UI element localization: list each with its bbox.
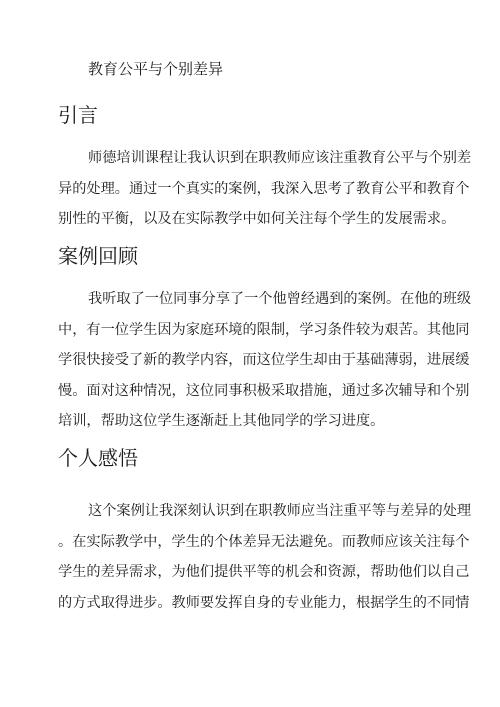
paragraph-line: 培训，帮助这位学生逐渐赶上其他同学的学习进度。 bbox=[58, 413, 385, 429]
section-heading-reflection: 个人感悟 bbox=[58, 446, 138, 470]
section-heading-case-review: 案例回顾 bbox=[58, 244, 138, 268]
paragraph-line: 异的处理。通过一个真实的案例，我深入思考了教育公平和教育个 bbox=[58, 180, 470, 197]
section-paragraph-case-review bbox=[58, 284, 472, 437]
section-paragraph-intro bbox=[58, 143, 472, 235]
section-heading-intro: 引言 bbox=[58, 103, 98, 127]
paragraph-line: 学生的差异需求，为他们提供平等的机会和资源，帮助他们以自己 bbox=[58, 564, 470, 580]
paragraph-line: 慢。面对这种情况，这位同事积极采取措施，通过多次辅导和个别 bbox=[58, 382, 470, 399]
paragraph-line: 学很快接受了新的教学内容，而这位学生却由于基础薄弱，进展缓 bbox=[58, 352, 470, 368]
paragraph-line: 的方式取得进步。教师要发挥自身的专业能力，根据学生的不同情 bbox=[58, 594, 470, 611]
paragraph-line: 中，有一位学生因为家庭环境的限制，学习条件较为艰苦。其他同 bbox=[58, 321, 470, 338]
paragraph-line: 这个案例让我深刻认识到在职教师应当注重平等与差异的处理 bbox=[88, 503, 472, 519]
section-paragraph-reflection bbox=[58, 496, 472, 618]
paragraph-line: 我听取了一位同事分享了一个他曾经遇到的案例。在他的班级 bbox=[88, 291, 472, 307]
paragraph-line: 师德培训课程让我认识到在职教师应该注重教育公平与个别差 bbox=[88, 150, 472, 166]
document-title: 教育公平与个别差异 bbox=[88, 60, 224, 78]
paragraph-line: 别性的平衡，以及在实际教学中如何关注每个学生的发展需求。 bbox=[58, 211, 456, 227]
paragraph-line: 。在实际教学中，学生的个体差异无法避免。而教师应该关注每个 bbox=[58, 533, 470, 550]
